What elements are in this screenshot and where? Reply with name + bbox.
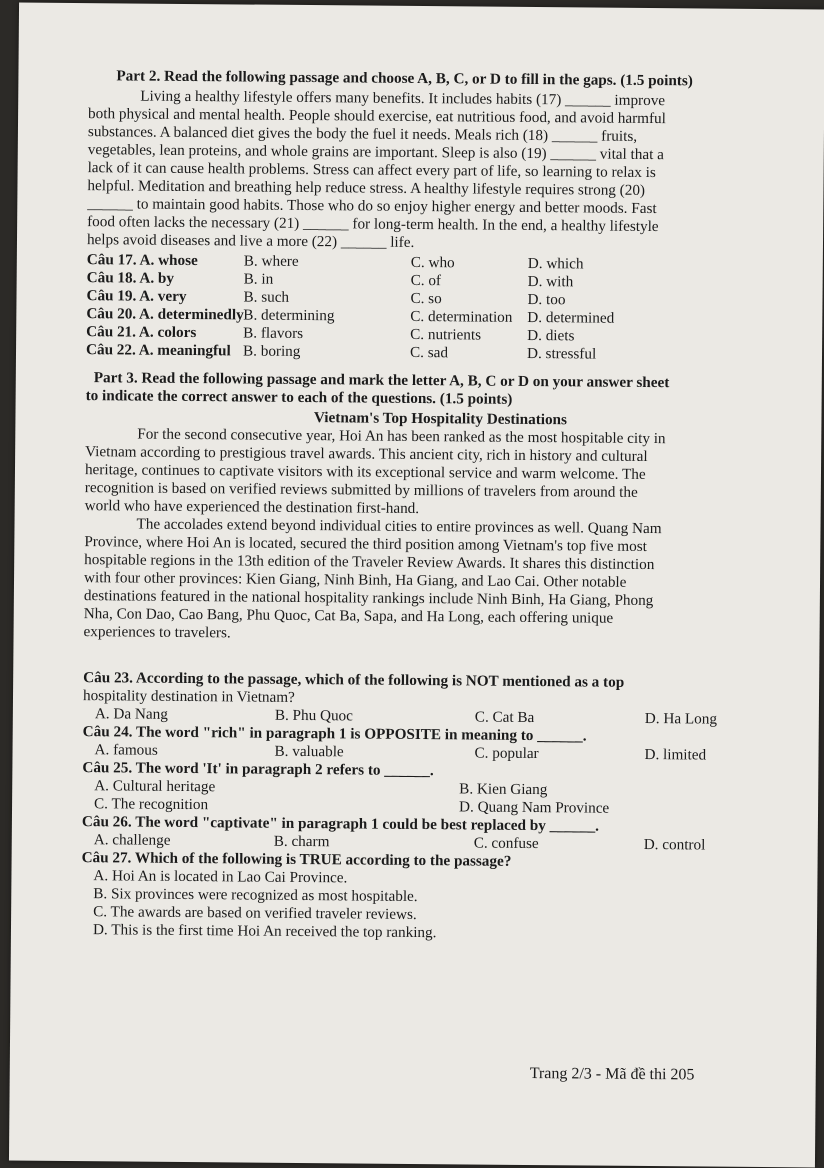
option[interactable]: A. challenge [93, 831, 171, 849]
option[interactable]: D. Ha Long [644, 709, 718, 728]
option[interactable]: B. boring [242, 342, 301, 360]
question-stem-line2: hospitality destination in Vietnam? [82, 687, 295, 706]
option[interactable]: B. determining [243, 306, 335, 325]
passage-line: hospitable regions in the 13th edition of the Traveler Review Awards. It shares this distinction [84, 551, 655, 574]
passage-line: lack of it can cause health problems. Stress can affect every part of life, so learning to relax is [87, 159, 656, 182]
question-23 [83, 669, 793, 729]
option[interactable]: D. limited [644, 745, 707, 764]
part3-section [83, 369, 795, 647]
passage-line: For the second consecutive year, Hoi An has been ranked as the most hospitable city in [137, 425, 666, 448]
part2-heading: Part 2. Read the following passage and choose A, B, C, or D to fill in the gaps. (1.5 points) [116, 67, 693, 90]
option[interactable]: B. flavors [243, 324, 304, 342]
option[interactable]: C. so [410, 289, 442, 308]
passage-line: substances. A balanced diet gives the body the fuel it needs. Meals rich (18) ______ fruits, [87, 123, 638, 145]
part3-heading-line2: to indicate the correct answer to each of the questions. (1.5 points) [85, 387, 513, 408]
question-24 [82, 723, 792, 765]
option[interactable]: A. famous [94, 741, 158, 759]
option[interactable]: A. Cultural heritage [94, 777, 216, 796]
option[interactable]: C. of [410, 271, 442, 290]
question-stem: Câu 23. According to the passage, which of the following is NOT mentioned as a top [83, 669, 625, 691]
option[interactable]: Câu 17. A. whose [86, 251, 198, 270]
option[interactable]: D. too [527, 290, 566, 309]
question-options [81, 867, 792, 945]
passage-line: recognition is based on verified reviews submitted by millions of travelers from around the [84, 479, 638, 501]
passage-line: world who have experienced the destination first-hand. [84, 497, 420, 518]
question-stem: Câu 24. The word "rich" in paragraph 1 is OPPOSITE in meaning to ______. [82, 723, 587, 745]
option[interactable]: D. stressful [526, 344, 597, 363]
part2-options [86, 251, 797, 365]
option[interactable]: B. such [243, 288, 290, 306]
passage-title: Vietnam's Top Hospitality Destinations [313, 409, 568, 429]
option[interactable]: B. Kien Giang [459, 780, 548, 799]
passage-line: vegetables, lean proteins, and whole grains are important. Sleep is also (19) ______ vital that a [87, 141, 664, 164]
option[interactable]: A. Da Nang [94, 705, 168, 723]
option[interactable]: D. This is the first time Hoi An received the top ranking. [92, 921, 437, 942]
option[interactable]: D. determined [527, 308, 615, 327]
option[interactable]: B. Phu Quoc [274, 706, 353, 725]
option[interactable]: B. valuable [274, 742, 344, 761]
option[interactable]: D. diets [527, 326, 575, 345]
passage-line: Nha, Con Dao, Cao Bang, Phu Quoc, Cat Ba, Sapa, and Ha Long, each offering unique [83, 605, 614, 627]
passage-line: Living a healthy lifestyle offers many benefits. It includes habits (17) ______ improve [140, 87, 666, 110]
question-stem: Câu 25. The word 'It' in paragraph 2 refers to ______. [82, 759, 434, 780]
question-stem: Câu 26. The word "captivate" in paragraph 1 could be best replaced by ______. [81, 813, 600, 835]
option[interactable]: C. who [410, 253, 455, 272]
option[interactable]: D. control [643, 835, 706, 854]
option[interactable]: Câu 19. A. very [86, 287, 187, 305]
option[interactable]: B. charm [273, 832, 330, 851]
passage-line: The accolades extend beyond individual cities to entire provinces as well. Quang Nam [136, 515, 662, 538]
option[interactable]: Câu 18. A. by [86, 269, 175, 287]
option[interactable]: B. in [243, 270, 274, 288]
passage-line: ______ to maintain good habits. Those who do so enjoy higher energy and better moods. Fast [87, 195, 657, 218]
part2-passage [87, 87, 798, 255]
passage-line: with four other provinces: Kien Giang, Ninh Binh, Ha Giang, and Lao Cai. Other notable [83, 569, 627, 591]
option[interactable]: D. Quang Nam Province [458, 798, 610, 817]
question-options [82, 777, 792, 819]
option[interactable]: D. which [527, 254, 584, 273]
question-26 [82, 813, 792, 855]
option[interactable]: C. The awards are based on verified traveler reviews. [93, 903, 417, 924]
question-25 [82, 759, 792, 819]
option[interactable]: C. nutrients [410, 325, 482, 344]
option[interactable]: D. with [527, 272, 574, 291]
question-stem: Câu 27. Which of the following is TRUE according to the passage? [81, 849, 512, 870]
part3-heading: Part 3. Read the following passage and mark the letter A, B, C or D on your answer sheet [93, 369, 670, 392]
passage-line: helpful. Meditation and breathing help reduce stress. A healthy lifestyle requires strong (20) [87, 177, 646, 199]
passage-line: helps avoid diseases and live a more (22) ______ life. [86, 231, 415, 251]
option[interactable]: Câu 22. A. meaningful [85, 341, 231, 360]
option[interactable]: C. confuse [473, 834, 539, 853]
passage-line: Vietnam according to prestigious travel awards. This ancient city, rich in history and cultural [85, 443, 648, 466]
page-footer: Trang 2/3 - Mã đề thi 205 [529, 1065, 695, 1084]
exam-content [81, 67, 799, 945]
passage-line: heritage, continues to captivate visitors with its exceptional service and warm welcome. The [84, 461, 646, 483]
exam-page [9, 3, 824, 1168]
option[interactable]: B. Six provinces were recognized as most hospitable. [93, 885, 418, 906]
passage-line: food often lacks the necessary (21) ______ for long-term health. In the end, a healthy lifestyle [87, 213, 659, 236]
option[interactable]: C. popular [474, 744, 539, 763]
option[interactable]: A. Hoi An is located in Lao Cai Province. [93, 867, 348, 887]
option[interactable]: C. sad [409, 343, 449, 362]
option[interactable]: C. Cat Ba [474, 708, 535, 727]
option[interactable]: C. determination [410, 307, 513, 326]
option[interactable]: B. where [243, 252, 299, 270]
passage-line: both physical and mental health. People should exercise, eat nutritious food, and avoid harmful [88, 105, 666, 128]
passage-line: experiences to travelers. [83, 623, 231, 642]
question-27 [81, 849, 792, 945]
passage-line: destinations featured in the national hospitality rankings include Ninh Binh, Ha Giang, Phong [83, 587, 654, 610]
option[interactable]: Câu 20. A. determinedly [86, 305, 244, 324]
option[interactable]: Câu 21. A. colors [86, 323, 197, 342]
passage-line: Province, where Hoi An is located, secured the third position among Vietnam's top five most [84, 533, 647, 556]
option[interactable]: C. The recognition [94, 795, 209, 814]
